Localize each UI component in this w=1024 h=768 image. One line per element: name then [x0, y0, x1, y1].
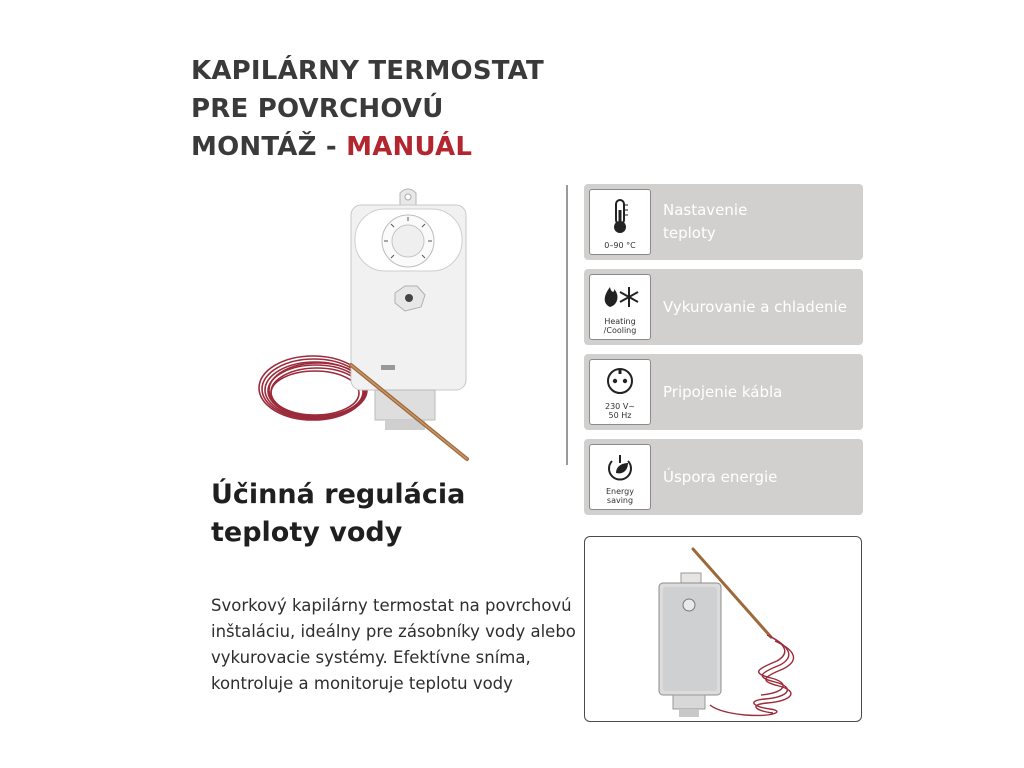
- title-line-3-prefix: MONTÁŽ -: [191, 132, 347, 162]
- thermostat-product-image: [255, 185, 485, 470]
- feature-label-line-2: teploty: [663, 224, 716, 242]
- flame-snowflake-icon: [600, 281, 640, 311]
- socket-icon: [600, 366, 640, 396]
- feature-heating-cooling: [584, 269, 863, 345]
- feature-icon-box: [589, 189, 651, 255]
- title-accent: MANUÁL: [346, 132, 473, 162]
- icon-caption-line-2: saving: [606, 496, 634, 505]
- feature-label: [663, 184, 857, 260]
- feature-icon-caption: 0–90 °C: [604, 241, 636, 250]
- feature-icon-box: [589, 274, 651, 340]
- capillary-coil: [710, 635, 793, 715]
- thermometer-icon: [600, 196, 640, 236]
- feature-label: Pripojenie kábla: [663, 382, 783, 401]
- icon-caption-line-1: Energy: [605, 487, 634, 496]
- feature-icon-caption: [590, 487, 650, 505]
- vertical-divider: [566, 185, 568, 465]
- subtitle-line-2: teploty vody: [211, 517, 403, 548]
- feature-label: Úspora energie: [663, 467, 778, 486]
- feature-icon-caption: [590, 402, 650, 420]
- feature-cable-connection: [584, 354, 863, 430]
- title-line-2: PRE POVRCHOVÚ: [191, 94, 444, 124]
- icon-caption-line-2: 50 Hz: [608, 411, 632, 420]
- thermostat-housing: [351, 189, 466, 430]
- product-description: Svorkový kapilárny termostat na povrchovú inštaláciu, ideálny pre zásobníky vody alebo vykurovacie systémy. Efektívne sníma, kontroluje a monitoruje teplotu vody: [211, 596, 576, 693]
- feature-temperature-setting: [584, 184, 863, 260]
- subtitle-line-1: Účinná regulácia: [211, 479, 466, 510]
- section-subtitle: [211, 476, 511, 552]
- icon-caption-line-2: /Cooling: [603, 326, 637, 335]
- icon-caption-line-1: Heating: [604, 317, 636, 326]
- energy-leaf-icon: [600, 451, 640, 481]
- product-photo-frame: [584, 536, 862, 722]
- feature-label-line-1: Nastavenie: [663, 201, 748, 219]
- page-title: [191, 52, 571, 166]
- icon-caption-line-1: 230 V~: [605, 402, 635, 411]
- feature-icon-box: [589, 444, 651, 510]
- feature-icon-caption: [590, 317, 650, 335]
- title-line-1: KAPILÁRNY TERMOSTAT: [191, 56, 544, 86]
- feature-energy-saving: [584, 439, 863, 515]
- thermostat-housing-side: [659, 573, 721, 717]
- thermostat-side-photo: [585, 537, 861, 721]
- feature-icon-box: [589, 359, 651, 425]
- feature-label: Vykurovanie a chladenie: [663, 297, 847, 316]
- title-line-3: [191, 128, 571, 166]
